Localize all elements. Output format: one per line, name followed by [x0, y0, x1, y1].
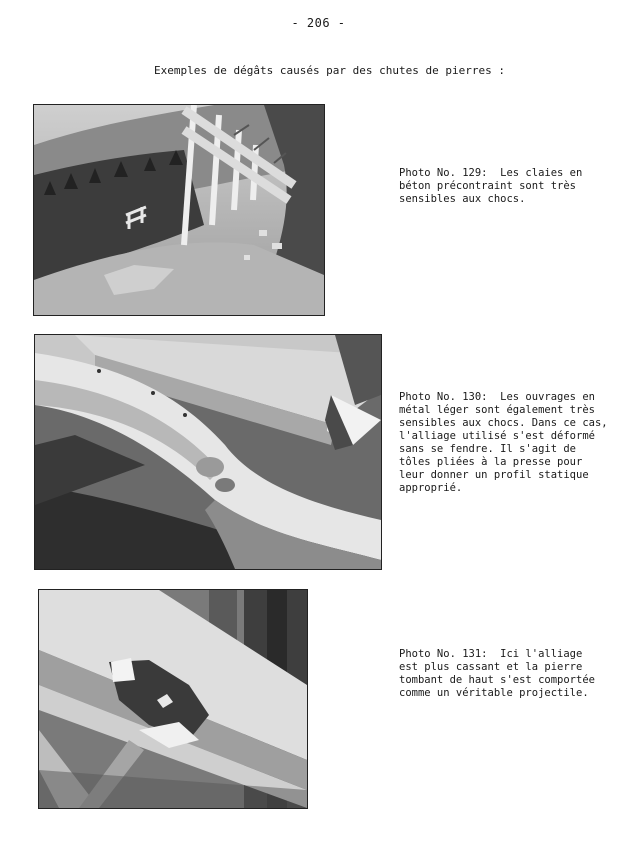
photo-129	[33, 104, 325, 316]
photo-131-image	[39, 590, 307, 808]
photo-129-caption: Photo No. 129: Les claies en béton précontraint sont très sensibles aux chocs.	[399, 167, 583, 205]
photo-130-caption: Photo No. 130: Les ouvrages en métal léger sont également très sensibles aux chocs. Dans ce cas, l'alliage utilisé s'est déformé sans se fendre. Il s'agit de tôles pliées à la presse pour leur donner un profil statique approprié.	[399, 391, 608, 494]
page-heading: Exemples de dégâts causés par des chutes de pierres :	[154, 64, 505, 77]
photo-129-image	[34, 105, 324, 315]
photo-130	[34, 334, 382, 570]
photo-131-caption: Photo No. 131: Ici l'alliage est plus cassant et la pierre tombant de haut s'est comportée comme un véritable projectile.	[399, 648, 595, 699]
photo-131	[38, 589, 308, 809]
photo-130-image	[35, 335, 381, 569]
page-number: - 206 -	[291, 16, 346, 30]
